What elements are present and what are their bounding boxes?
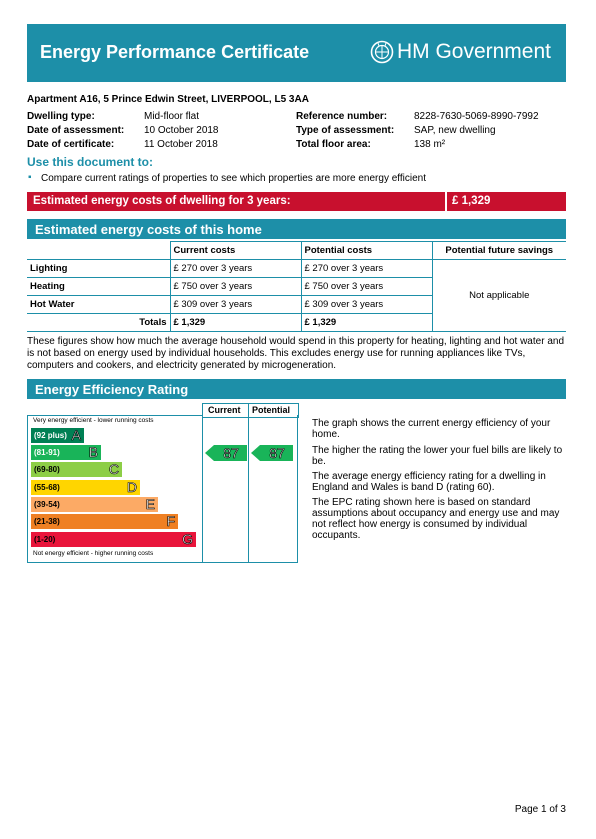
government-logo	[370, 40, 551, 64]
band-d	[31, 480, 140, 495]
rating-text-3: The average energy efficiency rating for a dwelling in England and Wales is band D (rating 60).	[312, 471, 546, 493]
band-range: (39-54)	[34, 500, 60, 509]
band-range: (81-91)	[34, 448, 60, 457]
costs-table	[27, 241, 566, 332]
rating-text-4: The EPC rating shown here is based on standard assumptions about occupancy and energy use and may not reflect how energy is consumed by individual occupants.	[312, 497, 560, 541]
total-cost-bar	[27, 192, 566, 211]
band-range: (92 plus)	[34, 431, 67, 440]
total-cost-value: £ 1,329	[452, 195, 491, 207]
org-name: HM Government	[396, 40, 551, 63]
current-column-label: Current	[208, 405, 241, 415]
efficiency-rating-chart	[27, 403, 297, 563]
chart-column-divider	[248, 403, 249, 563]
band-letter: E	[145, 496, 155, 512]
band-b	[31, 445, 101, 460]
band-letter: F	[166, 513, 175, 529]
date-assessment-label: Date of assessment:	[27, 125, 125, 136]
type-assessment-label: Type of assessment:	[296, 125, 395, 136]
potential-column-label: Potential	[252, 405, 291, 415]
rating-section-header	[27, 379, 566, 399]
date-certificate-value: 11 October 2018	[144, 139, 218, 150]
band-letter: A	[71, 427, 81, 443]
band-range: (1-20)	[34, 535, 56, 544]
row-current: £ 750 over 3 years	[170, 278, 301, 296]
total-cost-label: Estimated energy costs of dwelling for 3 years:	[33, 195, 291, 207]
page-number: Page 1 of 3	[514, 804, 566, 815]
page-title: Energy Performance Certificate	[40, 42, 310, 62]
band-g	[31, 532, 196, 547]
chart-top-line	[27, 415, 202, 416]
floor-area-label: Total floor area:	[296, 139, 371, 150]
date-assessment-value: 10 October 2018	[144, 125, 219, 136]
savings-cell: Not applicable	[432, 260, 566, 332]
date-certificate-label: Date of certificate:	[27, 139, 115, 150]
table-header-savings: Potential future savings	[432, 242, 566, 260]
band-range: (69-80)	[34, 465, 60, 474]
rating-text-2: The higher the rating the lower your fuel bills are likely to be.	[312, 445, 563, 467]
row-potential: £ 270 over 3 years	[301, 260, 432, 278]
band-range: (21-38)	[34, 517, 60, 526]
dwelling-type-value: Mid-floor flat	[144, 111, 200, 122]
table-row	[27, 260, 566, 278]
row-label: Hot Water	[27, 296, 170, 314]
divider	[445, 192, 447, 211]
table-header-current: Current costs	[170, 242, 301, 260]
band-letter: G	[182, 531, 193, 547]
reference-label: Reference number:	[296, 111, 388, 122]
property-address: Apartment A16, 5 Prince Edwin Street, LIVERPOOL, L5 3AA	[27, 94, 309, 105]
band-c	[31, 462, 122, 477]
royal-crest-icon	[370, 40, 394, 64]
table-header-row	[27, 242, 566, 260]
use-document-heading: Use this document to:	[27, 155, 154, 169]
band-letter: C	[108, 461, 119, 477]
floor-area-value: 138 m²	[414, 139, 446, 150]
reference-value: 8228-7630-5069-8990-7992	[414, 111, 539, 122]
table-header-blank	[27, 242, 170, 260]
top-caption: Very energy efficient - lower running costs	[33, 417, 154, 424]
band-f	[31, 514, 178, 529]
use-document-bullet: Compare current ratings of properties to see which properties are more energy efficient	[41, 173, 427, 184]
table-header-potential: Potential costs	[301, 242, 432, 260]
band-range: (55-68)	[34, 483, 60, 492]
bottom-caption: Not energy efficient - higher running costs	[33, 550, 154, 557]
band-e	[31, 497, 158, 512]
row-label: Heating	[27, 278, 170, 296]
band-a	[31, 428, 84, 443]
totals-current: £ 1,329	[170, 314, 301, 332]
type-assessment-value: SAP, new dwelling	[414, 125, 496, 136]
costs-section-header	[27, 219, 566, 239]
row-current: £ 309 over 3 years	[170, 296, 301, 314]
band-letter: B	[88, 444, 98, 460]
header-banner	[27, 24, 566, 82]
totals-label: Totals	[27, 314, 170, 332]
row-current: £ 270 over 3 years	[170, 260, 301, 278]
costs-note: These figures show how much the average household would spend in this property for heating, lighting and hot water and is not based on energy used by individual households. This excludes energy use for running appliances like TVs, computers and cookers, and electricity generated by microgeneration.	[27, 336, 565, 371]
rating-text-1: The graph shows the current energy efficiency of your home.	[312, 418, 551, 440]
bullet-icon: ▪	[28, 172, 32, 183]
costs-section-title: Estimated energy costs of this home	[35, 222, 262, 237]
row-label: Lighting	[27, 260, 170, 278]
chart-column-divider	[202, 403, 203, 563]
band-letter: D	[126, 479, 137, 495]
current-rating-value: 87	[223, 445, 239, 461]
row-potential: £ 750 over 3 years	[301, 278, 432, 296]
dwelling-type-label: Dwelling type:	[27, 111, 95, 122]
potential-rating-value: 87	[269, 445, 285, 461]
rating-section-title: Energy Efficiency Rating	[35, 382, 189, 397]
row-potential: £ 309 over 3 years	[301, 296, 432, 314]
totals-potential: £ 1,329	[301, 314, 432, 332]
